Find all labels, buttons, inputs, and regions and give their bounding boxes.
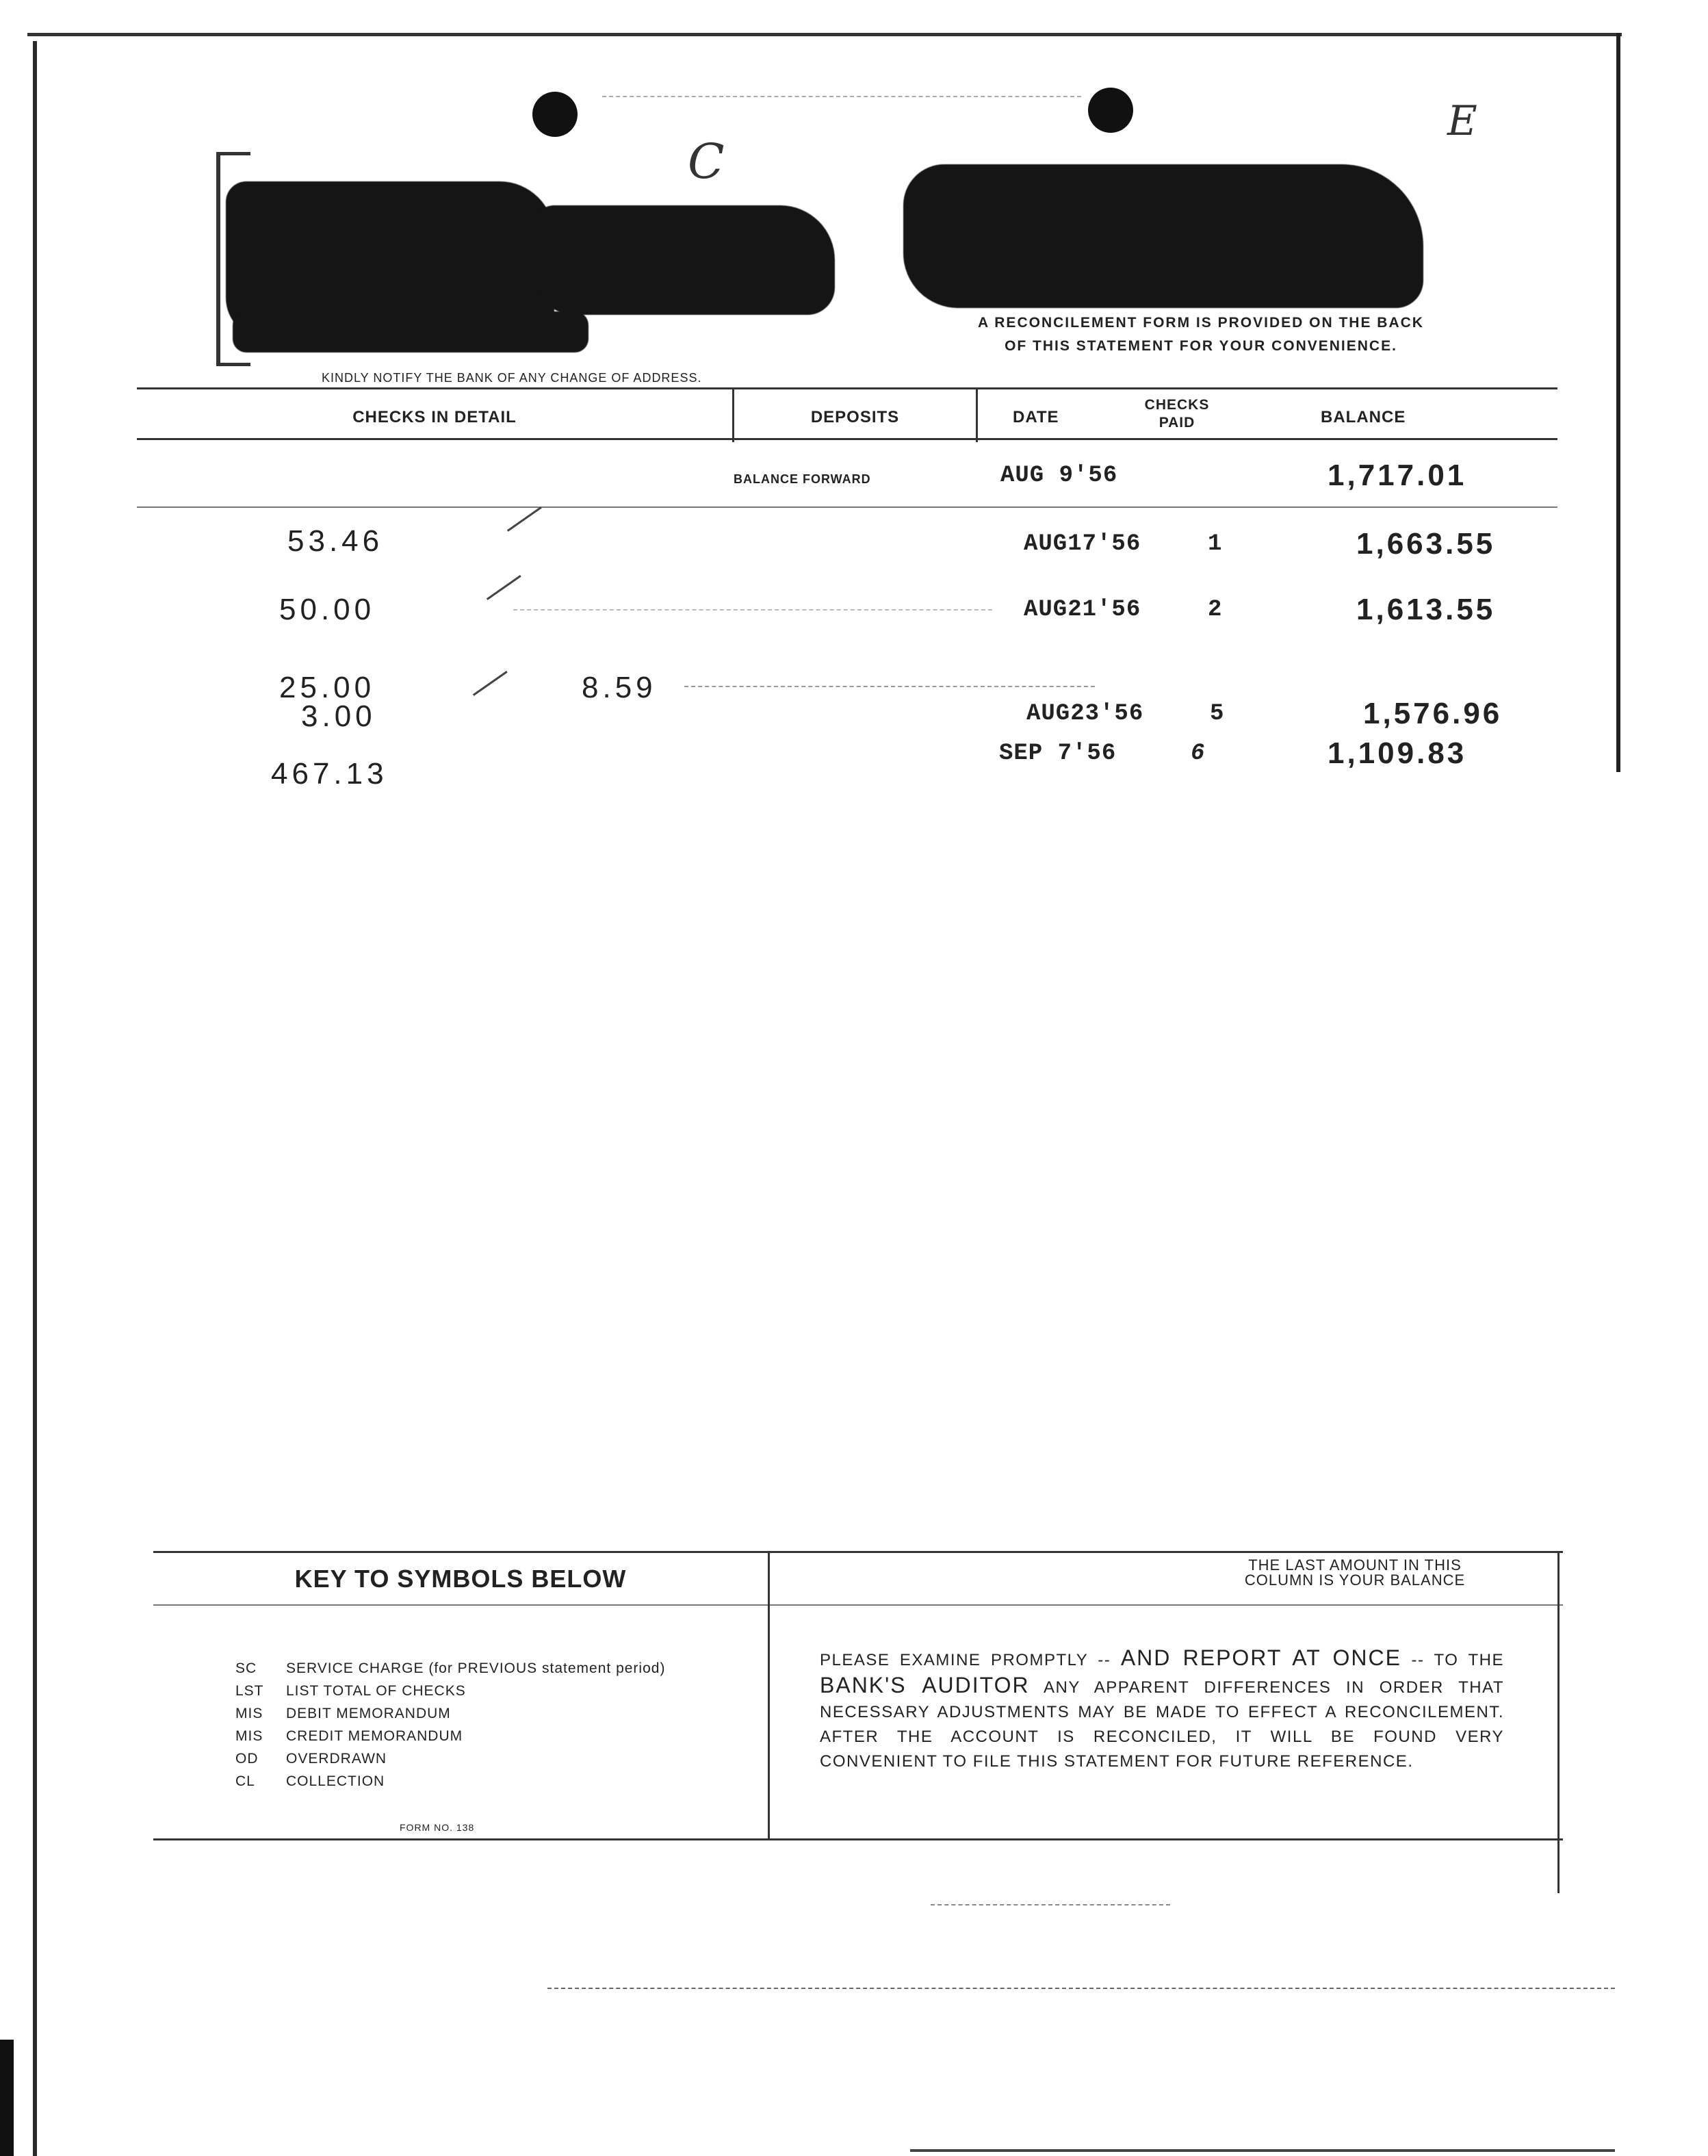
scan-edge-top [27, 33, 1622, 36]
row-balance: 1,576.96 [1363, 697, 1503, 730]
header-rule-top [137, 387, 1557, 389]
column-date: DATE [1013, 408, 1059, 426]
row-balance: 1,663.55 [1356, 527, 1496, 561]
examine-statement-notice: PLEASE EXAMINE PROMPTLY -- AND REPORT AT ONCE -- TO THE BANK'S AUDITOR ANY APPARENT DIFFERENCES IN ORDER THAT NECESSARY ADJUSTMENTS MAY BE MADE TO EFFECT A RECONCILEMENT. AFTER THE ACCOUNT IS RECONCILED, IT WILL BE FOUND VERY CONVENIENT TO FILE THIS STATEMENT FOR FUTURE REFERENCE. [820, 1645, 1505, 1771]
check-mark [487, 575, 521, 600]
row-balance: 1,613.55 [1356, 593, 1496, 626]
key-title: KEY TO SYMBOLS BELOW [294, 1565, 627, 1593]
form-number: FORM NO. 138 [400, 1822, 475, 1833]
row-checks-paid: 1 [1208, 531, 1223, 557]
column-checks-paid-2: PAID [1159, 415, 1195, 431]
row-date: AUG21'56 [1024, 597, 1141, 623]
last-amount-note-line2: COLUMN IS YOUR BALANCE [1244, 1571, 1466, 1589]
column-balance: BALANCE [1321, 408, 1406, 426]
key-box-top [153, 1551, 1563, 1553]
check-amount: 50.00 [279, 593, 376, 626]
key-item: MIS DEBIT MEMORANDUM [235, 1706, 451, 1721]
header-rule-bottom [137, 438, 1557, 440]
redacted-block-address [534, 205, 835, 315]
balance-forward-amount: 1,717.01 [1328, 459, 1467, 492]
key-item: OD OVERDRAWN [235, 1751, 387, 1767]
check-amount: 467.13 [271, 757, 388, 791]
balance-forward-label: BALANCE FORWARD [734, 472, 871, 486]
check-amount: 25.00 [279, 671, 376, 704]
row-date: SEP 7'56 [999, 741, 1117, 767]
punch-hole-right [1088, 88, 1133, 133]
balance-forward-rule [137, 506, 1557, 508]
check-mark [473, 671, 508, 696]
punch-hole-left [532, 92, 578, 137]
key-box-divider [768, 1551, 770, 1840]
row-checks-paid: 2 [1208, 597, 1223, 623]
key-item: CL COLLECTION [235, 1773, 385, 1789]
handwritten-mark-c: C [688, 133, 725, 190]
row-checks-paid: 5 [1210, 701, 1225, 727]
last-amount-note-line1: THE LAST AMOUNT IN THIS [1248, 1556, 1462, 1574]
key-item: LST LIST TOTAL OF CHECKS [235, 1683, 466, 1699]
key-symbol-list [235, 1660, 665, 1796]
check-mark [507, 506, 542, 532]
balance-forward-date: AUG 9'56 [1000, 463, 1118, 489]
address-change-note: KINDLY NOTIFY THE BANK OF ANY CHANGE OF ADDRESS. [322, 371, 702, 385]
key-item: MIS CREDIT MEMORANDUM [235, 1728, 463, 1744]
scan-edge-right [1616, 33, 1620, 772]
handwritten-mark-e: E [1447, 97, 1477, 145]
check-amount: 8.59 [582, 671, 657, 704]
key-box-bottom [153, 1838, 1563, 1840]
key-box-header-rule [153, 1604, 1563, 1606]
reconcilement-notice-line2: OF THIS STATEMENT FOR YOUR CONVENIENCE. [1005, 338, 1397, 354]
column-checks-in-detail: CHECKS IN DETAIL [352, 408, 517, 426]
key-item: SC SERVICE CHARGE (for PREVIOUS statement period) [235, 1660, 666, 1676]
address-bracket [216, 152, 220, 365]
row-balance: 1,109.83 [1328, 736, 1467, 770]
dotted-line-top [602, 96, 1081, 97]
column-deposits: DEPOSITS [810, 408, 900, 426]
redacted-block-account [903, 164, 1423, 308]
reconcilement-notice-line1: A RECONCILEMENT FORM IS PROVIDED ON THE BACK [978, 315, 1424, 331]
row-checks-paid: 6 [1191, 741, 1206, 767]
column-checks-paid-1: CHECKS [1144, 397, 1210, 413]
scan-edge-left [33, 41, 37, 2156]
row-date: AUG17'56 [1024, 531, 1141, 557]
check-amount: 53.46 [287, 524, 384, 558]
row-date: AUG23'56 [1026, 701, 1144, 727]
check-amount: 3.00 [301, 700, 376, 733]
scan-edge-corner [0, 2040, 14, 2156]
